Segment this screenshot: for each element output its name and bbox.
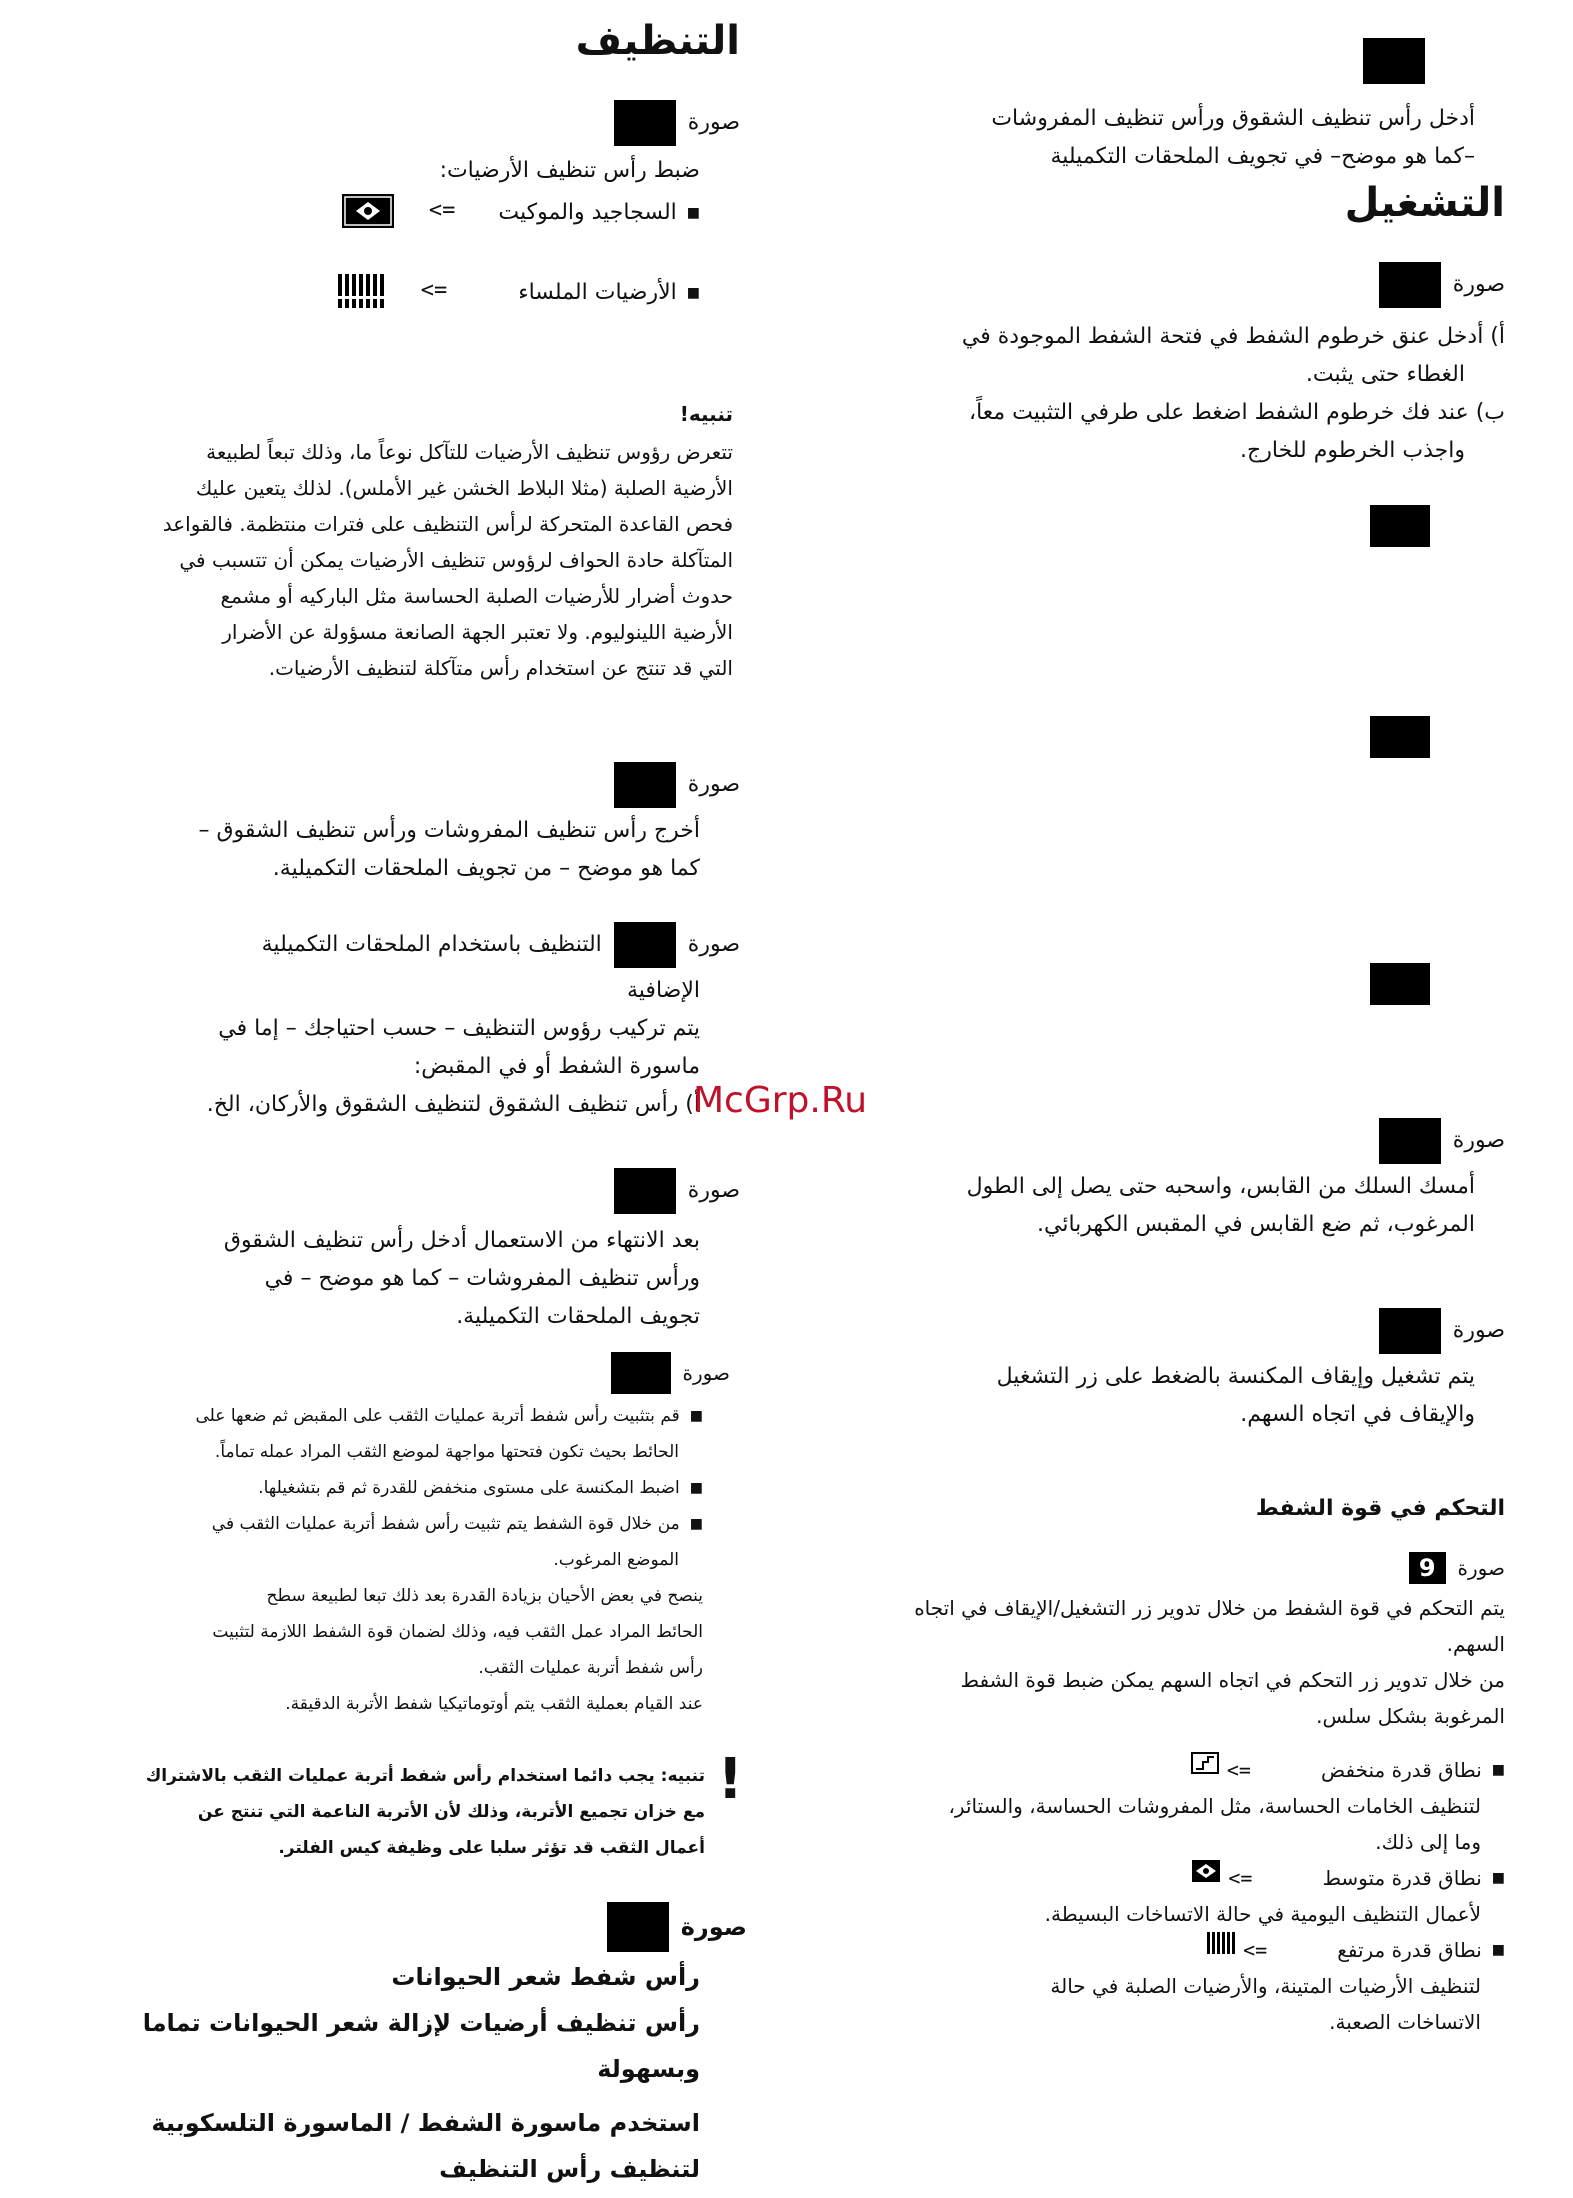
smooth-floor-label: ■ الأرضيات الملساء (518, 280, 677, 305)
exclamation-icon: ! (717, 1747, 743, 1812)
arrow-text: => (428, 198, 456, 223)
list-item: ■ اضبط المكنسة على مستوى منخفض للقدرة ثم قم بتشغيلها. (3, 1470, 703, 1506)
text-line: لأعمال التنظيف اليومية في حالة الاتساخات البسيطة. (1044, 1902, 1481, 1926)
text-line: تتعرض رؤوس تنظيف الأرضيات للتآكل نوعاً ما، وذلك تبعاً لطبيعة (206, 440, 733, 464)
figure-box (614, 922, 676, 968)
figure-label-text: صورة (1452, 1128, 1505, 1153)
smooth-floor-item (518, 274, 700, 312)
power-mid-item (785, 1860, 1505, 1896)
drilling-dust-instructions (3, 1398, 703, 1722)
text-line: الإضافية (627, 978, 700, 1003)
hard-floor-icon (338, 274, 386, 308)
text-line: المتآكلة حادة الحواف لرؤوس تنظيف الأرضيات يمكن أن تتسبب في (179, 548, 733, 572)
text-line: لتنظيف رأس التنظيف (439, 2155, 700, 2183)
figure-label (1379, 1308, 1505, 1354)
figure-box (1365, 38, 1425, 82)
power-high-label: ■ نطاق قدرة مرتفع (1337, 1938, 1482, 1962)
figure-label-text: صورة (1457, 1556, 1505, 1580)
arrow-text: => (1243, 1938, 1268, 1962)
list-item: ■ قم بتثبيت رأس شفط أتربة عمليات الثقب على المقبض ثم ضعها على (3, 1398, 703, 1434)
figure-label-text: صورة (687, 772, 740, 797)
text-line: عند القيام بعملية الثقب يتم أوتوماتيكيا شفط الأتربة الدقيقة. (285, 1694, 703, 1714)
text-line: رأس شفط شعر الحيوانات (391, 1963, 700, 1991)
switch-instructions (715, 1358, 1475, 1434)
text-line: وما إلى ذلك. (1375, 1830, 1481, 1854)
figure-label (1379, 1118, 1505, 1164)
figure-box (1379, 1118, 1441, 1164)
figure-label-text: صورة (682, 1361, 730, 1385)
carpet-label: ■ السجاجيد والموكيت (498, 200, 677, 225)
text-line: الحائط بحيث تكون فتحتها مواجهة لموضع الثقب المراد عمله تماماً. (214, 1442, 679, 1462)
suction-control-title: التحكم في قوة الشفط (1255, 1496, 1505, 1521)
figure-label-text: صورة (687, 1178, 740, 1203)
text-line: أخرج رأس تنظيف المفروشات ورأس تنظيف الشقوق – (198, 818, 700, 843)
text-line: وبسهولة (597, 2055, 700, 2083)
text-line: الأرضية الصلبة (مثلا البلاط الخشن غير الأملس). لذلك يتعين عليك (195, 476, 733, 500)
text-line: ماسورة الشفط أو في المقبض: (413, 1054, 700, 1079)
figure-label (262, 922, 740, 968)
remove-accessories-text (40, 812, 700, 888)
text-line: والإيقاف في اتجاه السهم. (1240, 1402, 1475, 1427)
text-line: المرغوبة بشكل سلس. (1316, 1704, 1505, 1728)
warning-text (33, 434, 733, 686)
figure-box (1379, 1308, 1441, 1354)
arrow-text: => (420, 278, 448, 303)
figure-label (614, 100, 740, 146)
figure-label (614, 1168, 740, 1214)
text-line: الاتساخات الصعبة. (1329, 2010, 1481, 2034)
figure-box (607, 1902, 669, 1952)
figure-label (611, 1352, 730, 1394)
figure-number: 9 (1409, 1552, 1446, 1584)
text-line: كما هو موضح – من تجويف الملحقات التكميلية. (272, 856, 700, 881)
low-power-icon (1191, 1752, 1219, 1774)
figure-label-text: صورة (1452, 1318, 1505, 1343)
text-line: رأس تنظيف أرضيات لإزالة شعر الحيوانات تماما (142, 2009, 700, 2037)
text-line: بعد الانتهاء من الاستعمال أدخل رأس تنظيف الشقوق (223, 1228, 700, 1253)
extra-accessories-text (0, 972, 700, 1124)
floor-head-setting: ضبط رأس تنظيف الأرضيات: (439, 158, 700, 183)
carpet-setting-icon (342, 194, 394, 228)
figure-label (614, 762, 740, 808)
power-high-item (785, 1932, 1505, 1968)
filter-bag-note (5, 1758, 705, 1866)
text-line: الموضع المرغوب. (553, 1550, 679, 1570)
text-line: استخدم ماسورة الشفط / الماسورة التلسكوبية (151, 2109, 700, 2137)
text-line: السهم. (1446, 1632, 1505, 1656)
figure-box (614, 100, 676, 146)
warning-title: تنبيه! (679, 402, 733, 426)
figure-box (1370, 505, 1430, 547)
figure-label-text: صورة (1452, 272, 1505, 297)
text-line: أ) أدخل عنق خرطوم الشفط في فتحة الشفط الموجودة في (961, 324, 1505, 349)
text-line: ورأس تنظيف المفروشات – كما هو موضح – في (264, 1266, 700, 1291)
pet-hair-nozzle-text (0, 1954, 700, 2192)
figure-label (607, 1902, 747, 1952)
figure-box (614, 762, 676, 808)
figure-box (614, 1168, 676, 1214)
insert-accessories-text (735, 100, 1475, 176)
figure-box (1370, 716, 1430, 758)
after-use-text (0, 1222, 700, 1336)
text-line: أ) رأس تنظيف الشقوق لتنظيف الشقوق والأركان، الخ. (206, 1092, 700, 1117)
operation-title: التشغيل (1344, 180, 1505, 226)
extra-accessories-title: التنظيف باستخدام الملحقات التكميلية (261, 932, 602, 957)
carpet-setting (342, 192, 700, 232)
text-line: الغطاء حتى يثبت. (1305, 362, 1465, 387)
figure-box (1370, 963, 1430, 1005)
text-line: الحائط المراد عمل الثقب فيه، وذلك لضمان قوة الشفط اللازمة لتثبيت (212, 1622, 703, 1642)
figure-9-label (1409, 1550, 1505, 1586)
text-line: ب) عند فك خرطوم الشفط اضغط على طرفي التثبيت معاً، (968, 400, 1505, 425)
text-line: يتم تشغيل وإيقاف المكنسة بالضغط على زر التشغيل (996, 1364, 1475, 1389)
text-line: حدوث أضرار للأرضيات الصلبة الحساسة مثل الباركيه أو مشمع (220, 584, 733, 608)
high-power-icon (1207, 1932, 1235, 1954)
power-levels (785, 1752, 1505, 2040)
text-line: التي قد تنتج عن استخدام رأس متآكلة لتنظيف الأرضيات. (268, 656, 733, 680)
text-line: تنبيه: يجب دائما استخدام رأس شفط أتربة عمليات الثقب بالاشتراك (145, 1766, 705, 1786)
text-line: أعمال الثقب قد تؤثر سلبا على وظيفة كيس الفلتر. (278, 1838, 705, 1858)
figure-box (611, 1352, 671, 1394)
hose-instructions (705, 318, 1505, 470)
cleaning-title: التنظيف (575, 18, 740, 64)
power-low-item (785, 1752, 1505, 1788)
text-line: أمسك السلك من القابس، واسحبه حتى يصل إلى الطول (966, 1174, 1475, 1199)
text-line: واجذب الخرطوم للخارج. (1240, 438, 1465, 463)
arrow-text: => (1226, 1758, 1251, 1782)
figure-label-text: صورة (687, 110, 740, 135)
figure-label (1379, 262, 1505, 308)
power-mid-label: ■ نطاق قدرة متوسط (1322, 1866, 1482, 1890)
watermark: McGrp.Ru (693, 1080, 868, 1121)
carpet-item (498, 194, 700, 232)
text-line: ينصح في بعض الأحيان بزيادة القدرة بعد ذلك تبعا لطبيعة سطح (266, 1586, 703, 1606)
suction-control-text (785, 1590, 1505, 1734)
text-line: من خلال تدوير زر التحكم في اتجاه السهم يمكن ضبط قوة الشفط (960, 1668, 1505, 1692)
text-line: لتنظيف الأرضيات المتينة، والأرضيات الصلبة في حالة (1050, 1974, 1481, 1998)
figure-label-text: صورة (687, 932, 740, 957)
text-line: لتنظيف الخامات الحساسة، مثل المفروشات الحساسة، والستائر، (948, 1794, 1481, 1818)
text-line: –كما هو موضح– في تجويف الملحقات التكميلية (1050, 144, 1475, 169)
text-line: يتم التحكم في قوة الشفط من خلال تدوير زر التشغيل/الإيقاف في اتجاه (914, 1596, 1505, 1620)
power-low-label: ■ نطاق قدرة منخفض (1320, 1758, 1482, 1782)
text-line: الأرضية اللينوليوم. ولا تعتبر الجهة الصانعة مسؤولة عن الأضرار (222, 620, 733, 644)
arrow-text: => (1228, 1866, 1253, 1890)
figure-box (1379, 262, 1441, 308)
list-item: ■ من خلال قوة الشفط يتم تثبيت رأس شفط أتربة عمليات الثقب في (3, 1506, 703, 1542)
text-line: المرغوب، ثم ضع القابس في المقبس الكهربائي. (1036, 1212, 1475, 1237)
figure-label-text: صورة (680, 1913, 747, 1941)
text-line: يتم تركيب رؤوس التنظيف – حسب احتياجك – إما في (218, 1016, 700, 1041)
text-line: فحص القاعدة المتحركة لرأس التنظيف على فترات منتظمة. فالقواعد (162, 512, 733, 536)
text-line: رأس شفط أتربة عمليات الثقب. (478, 1658, 703, 1678)
medium-power-icon (1192, 1860, 1220, 1882)
text-line: تجويف الملحقات التكميلية. (456, 1304, 700, 1329)
text-line: أدخل رأس تنظيف الشقوق ورأس تنظيف المفروشات (991, 106, 1475, 131)
text-line: مع خزان تجميع الأتربة، وذلك لأن الأتربة الناعمة التي تنتج عن (197, 1802, 705, 1822)
smooth-floor-setting (338, 272, 700, 312)
cord-instructions (715, 1168, 1475, 1244)
